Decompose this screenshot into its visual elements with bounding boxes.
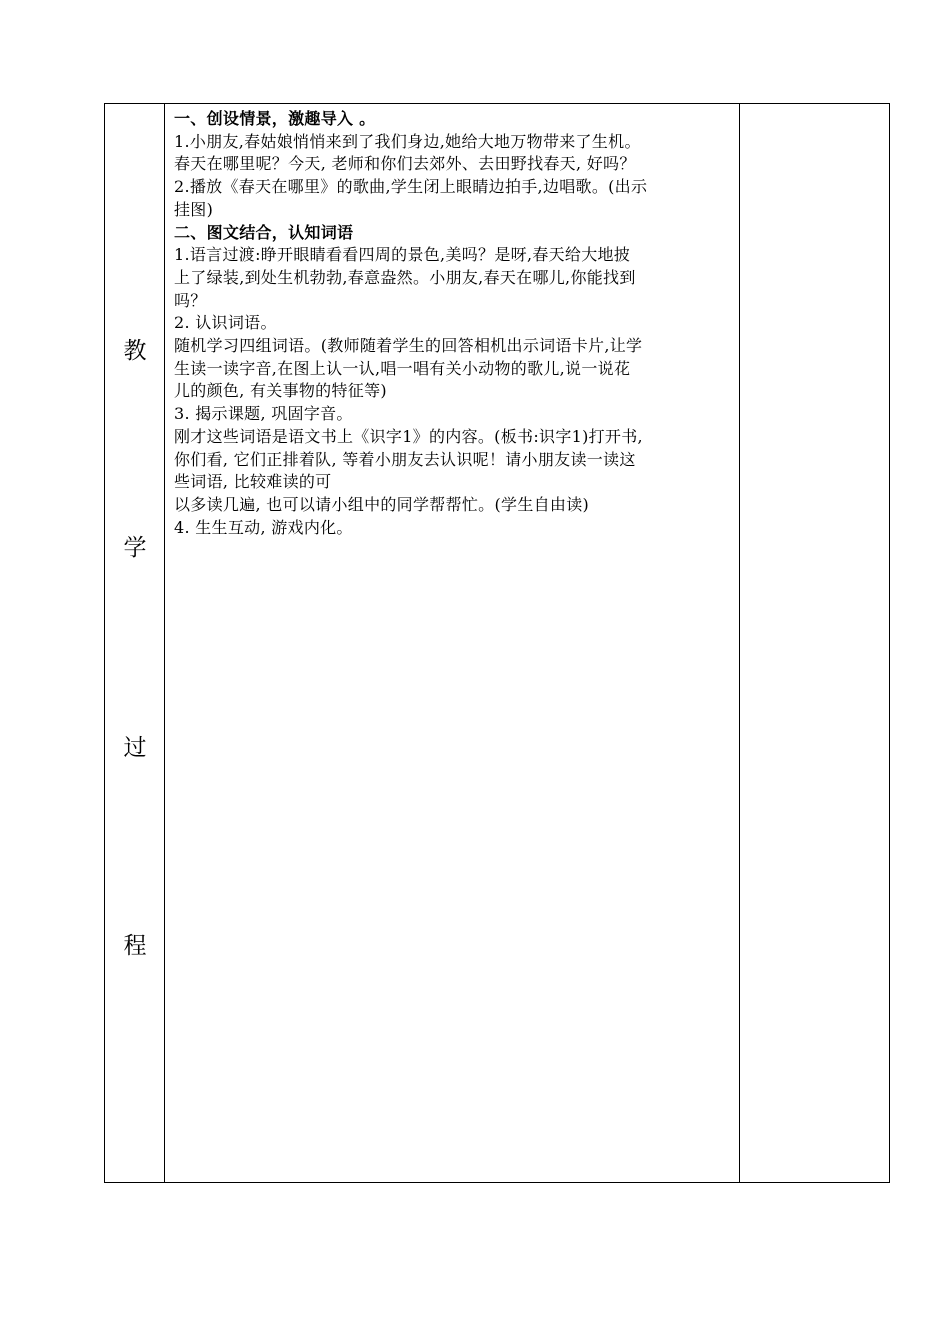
content-line: 2. 认识词语。: [174, 313, 277, 333]
content-line: 2.播放《春天在哪里》的歌曲,学生闭上眼睛边拍手,边唱歌。(出示: [174, 177, 648, 197]
content-line: 些词语, 比较难读的可: [174, 472, 332, 492]
content-line: 挂图): [174, 199, 214, 219]
lesson-table: [104, 103, 890, 1183]
content-line: 以多读几遍, 也可以请小组中的同学帮帮忙。(学生自由读): [174, 494, 590, 514]
content-line: 4. 生生互动, 游戏内化。: [174, 517, 353, 537]
label-char: 教: [123, 338, 147, 364]
teaching-process-content: [165, 104, 740, 1182]
content-line: 春天在哪里呢？今天, 老师和你们去郊外、去田野找春天, 好吗？: [174, 154, 636, 174]
section-heading: 一、创设情景，激趣导入 。: [174, 109, 376, 128]
content-line: 1.语言过渡:睁开眼睛看看四周的景色,美吗？是呀,春天给大地披: [174, 245, 631, 265]
notes-column: [740, 104, 889, 1182]
content-line: 生读一读字音,在图上认一认,唱一唱有关小动物的歌儿,说一说花: [174, 358, 631, 378]
label-char: 学: [123, 535, 147, 561]
content-line: 1.小朋友,春姑娘悄悄来到了我们身边,她给大地万物带来了生机。: [174, 131, 641, 151]
content-line: 刚才这些词语是语文书上《识字1》的内容。(板书:识字1)打开书,: [174, 426, 643, 446]
content-line: 上了绿装,到处生机勃勃,春意盎然。小朋友,春天在哪儿,你能找到: [174, 267, 636, 287]
content-line: 儿的颜色, 有关事物的特征等): [174, 381, 387, 401]
content-line: 随机学习四组词语。(教师随着学生的回答相机出示词语卡片,让学: [174, 336, 643, 356]
label-char: 程: [123, 933, 147, 959]
content-line: 吗？: [174, 290, 207, 310]
section-heading: 二、图文结合，认知词语: [174, 222, 354, 242]
content-line: 你们看, 它们正排着队, 等着小朋友去认识呢！请小朋友读一读这: [174, 449, 636, 469]
content-line: 3. 揭示课题, 巩固字音。: [174, 404, 353, 424]
label-char: 过: [123, 735, 147, 761]
section-label-column: [105, 104, 165, 1182]
